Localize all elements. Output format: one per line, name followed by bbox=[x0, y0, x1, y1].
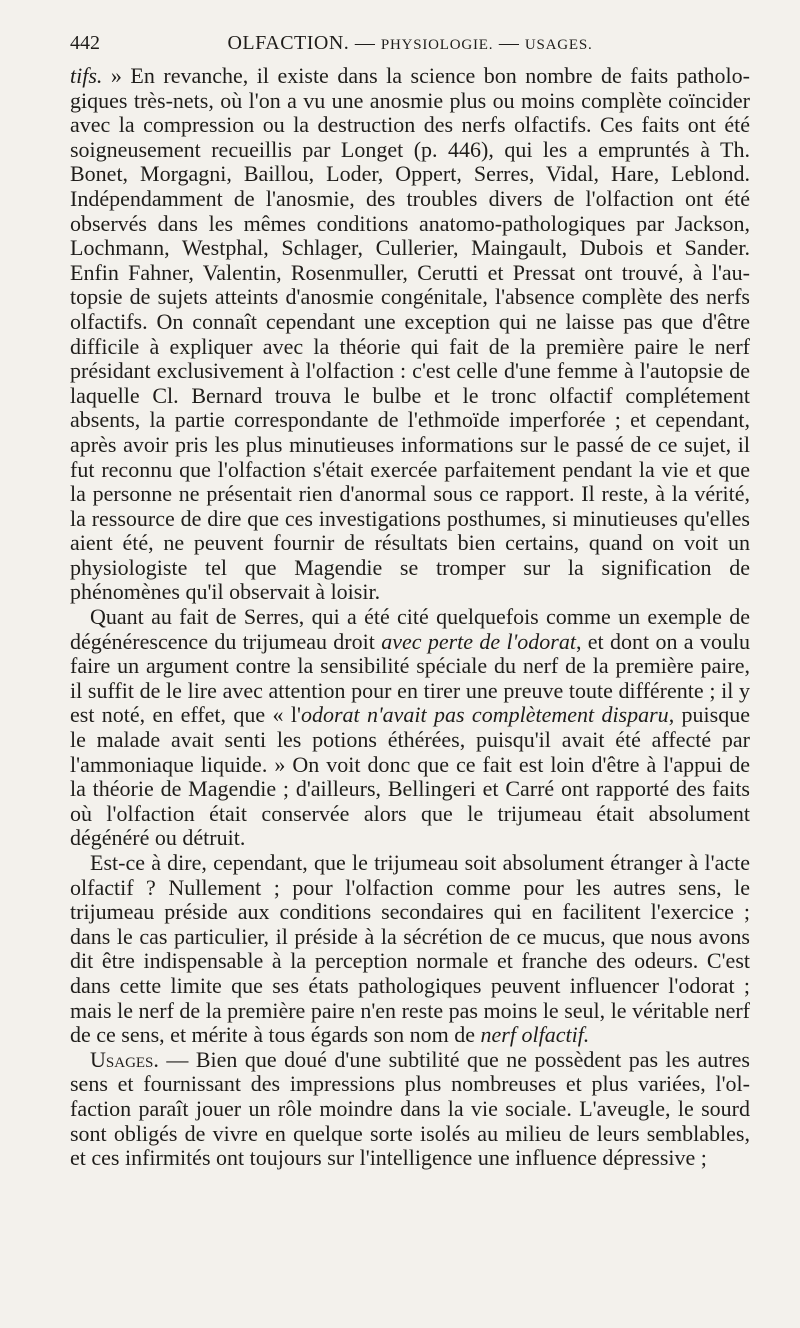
paragraph-text: — Bien que doué d'une subtilité que ne possèdent pas les autres sens et fournissant des impressions plus nombreuses et plus variées, l'olfaction paraît jouer un rôle moindre dans la vie sociale. L'aveugle, le sourd sont obligés de vivre en quelque sorte isolés au milieu de leurs semblables, et ces infirmités ont toujours sur l'intelligence une influence dépressive ; bbox=[70, 1046, 750, 1171]
paragraph-text: » En revanche, il existe dans la science bon nombre de faits pathologiques très-nets, où l'on a vu une anosmie plus ou moins complète coïncider avec la compression ou la destruction des nerfs olfactifs. Ces faits ont été soigneusement recueillis par Longet (p. 446), qui les a empruntés à Th. Bonet, Morgagni, Baillou, Loder, Oppert, Serres, Vidal, Hare, Leblond. Indépendamment de l'anosmie, des troubles divers de l'olfaction ont été observés dans les mêmes conditions anatomo-pathologiques par Jackson, Lochmann, Westphal, Schlager, Cullerier, Maingault, Dubois et Sander. Enfin Fahner, Valentin, Rosenmuller, Cerutti et Pressat ont trouvé, à l'autopsie de sujets atteints d'anosmie congénitale, l'absence complète des nerfs olfactifs. On connaît cependant une exception qui ne laisse pas que d'être difficile à expliquer avec la théorie qui fait de la première paire le nerf présidant exclusivement à l'olfaction : c'est celle d'une femme à l'autopsie de laquelle Cl. Bernard trouva le bulbe et le tronc olfactif complétement absents, la partie correspondante de l'ethmoïde imperforée ; et cependant, après avoir pris les plus minutieuses informations sur le passé de ce sujet, il fut reconnu que l'olfaction s'était exercée parfaitement pendant la vie et que la personne ne présentait rien d'anormal sous ce rapport. Il reste, à la vérité, la ressource de dire que ces investigations posthumes, si minutieuses qu'elles aient été, ne peuvent fournir de résultats bien certains, quand on voit un physiologiste tel que Magendie se tromper sur la signification de phénomènes qu'il observait à loisir. bbox=[70, 63, 750, 605]
italic-text: tifs. bbox=[70, 63, 103, 88]
running-title-separator-2: — bbox=[493, 32, 525, 54]
paragraph-text: Quant au fait de Serres, qui a été cité quelquefois comme un exemple de dégénérescence du trijumeau droit bbox=[70, 604, 750, 654]
italic-text: nerf olfactif. bbox=[480, 1022, 590, 1048]
paragraph-p1 bbox=[70, 64, 750, 605]
running-title-main: OLFACTION. bbox=[227, 32, 350, 54]
paragraph-p3 bbox=[70, 851, 750, 1048]
page-number: 442 bbox=[70, 32, 100, 54]
italic-text: odorat n'avait pas complètement disparu bbox=[300, 702, 669, 728]
paragraph-text: , et dont on a voulu faire un argument contre la sensibilité spéciale du nerf de la première paire, il suffit de le lire avec attention pour en tirer une preuve toute différente ; il y est noté, en effet, que « l' bbox=[70, 628, 750, 728]
paragraph-text: Est-ce à dire, cependant, que le trijumeau soit absolument étranger à l'acte olfactif ? Nullement ; pour l'olfaction comme pour les autres sens, le trijumeau préside aux conditions secondaires qui en facilitent l'exercice ; dans le cas particulier, il préside à la sécrétion de ce mucus, que nous avons dit être indispensable à la perception normale et franche des odeurs. C'est dans cette limite que ses états pathologiques peuvent influencer l'odorat ; mais le nerf de la première paire n'en reste pas moins le seul, le véritable nerf de ce sens, et mérite à tous égards son nom de bbox=[70, 850, 750, 1048]
running-title-physiologie: PHYSIOLOGIE. bbox=[380, 37, 494, 53]
paragraph-p4 bbox=[70, 1048, 750, 1171]
paragraph-text: , puisque le malade avait senti les potions éthérées, puisqu'il avait été affecté par l'ammoniaque liquide. » On voit donc que ce fait est loin d'être à l'appui de la théorie de Magendie ; d'ailleurs, Bellingeri et Carré ont rapporté des faits où l'olfaction était conservée alors que le trijumeau était absolument dégénéré ou détruit. bbox=[70, 702, 750, 851]
paragraph-p2 bbox=[70, 605, 750, 851]
running-title bbox=[70, 32, 750, 55]
running-header bbox=[70, 32, 750, 62]
body-text bbox=[70, 64, 750, 1171]
running-title-separator-1: — bbox=[349, 32, 381, 54]
italic-text: avec perte de l'odorat bbox=[381, 628, 576, 654]
running-title-usages: USAGES. bbox=[524, 37, 593, 53]
section-heading: Usages. bbox=[90, 1046, 159, 1072]
